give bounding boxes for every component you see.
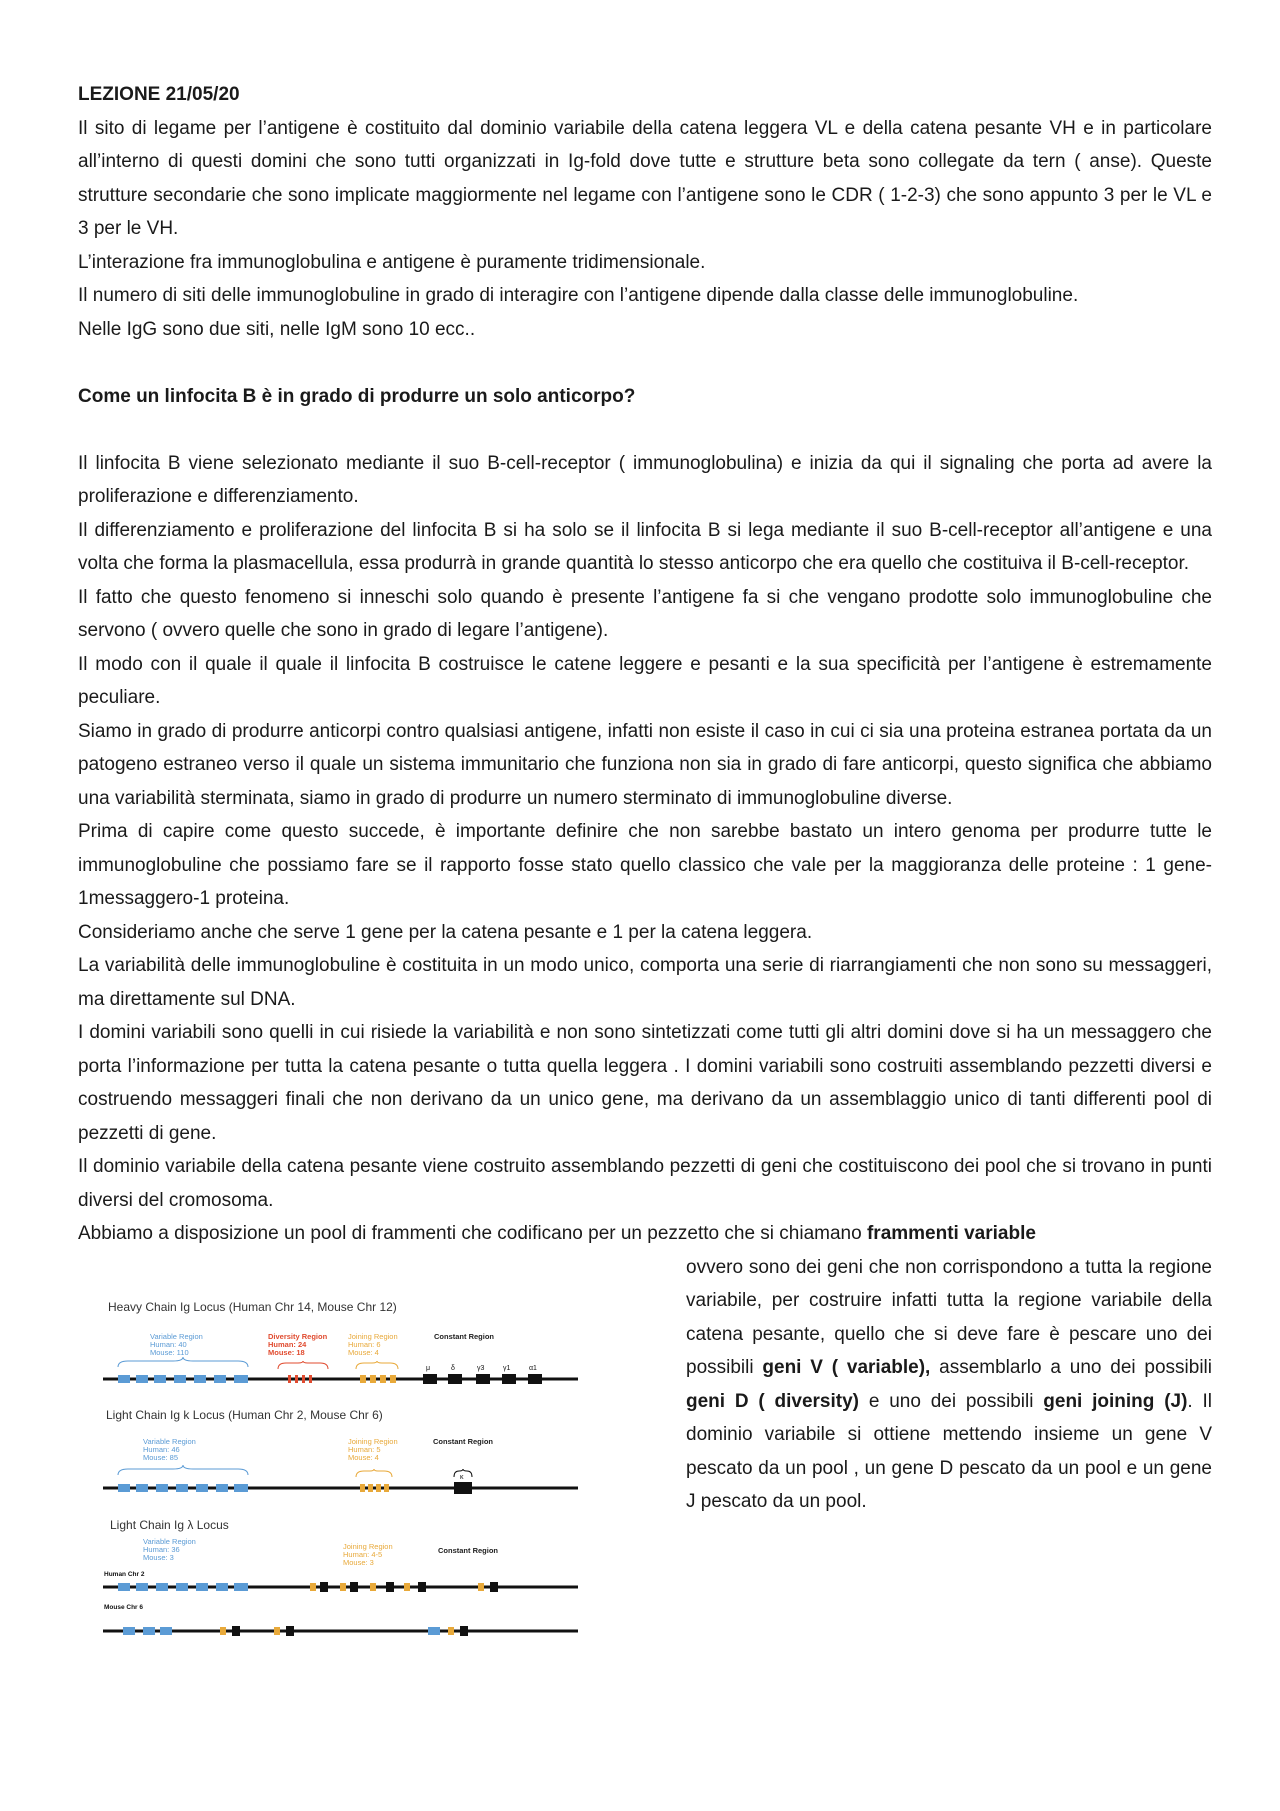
heavy-diversity-label: Diversity Region bbox=[268, 1331, 328, 1341]
section-question: Come un linfocita B è in grado di produrre un solo anticorpo? bbox=[78, 385, 636, 407]
kappa-joining-label: Joining Region bbox=[348, 1436, 398, 1446]
lambda-joining-human: Human: 4-5 bbox=[343, 1549, 383, 1559]
paragraph-antigen-trigger: Il fatto che questo fenomeno si inneschi solo quando è presente l’antigene fa si che vengano prodotte solo immunoglobuline che servono ( ovvero quelle che sono in grado di legare l’antigene). bbox=[78, 586, 1212, 641]
heavy-joining-mouse: Mouse: 4 bbox=[348, 1347, 379, 1357]
document-page bbox=[78, 78, 1213, 1611]
heavy-const-g3: γ3 bbox=[477, 1364, 485, 1372]
kappa-joining-mouse: Mouse: 4 bbox=[348, 1452, 379, 1462]
kappa-variable-mouse: Mouse: 85 bbox=[143, 1452, 179, 1462]
paragraph-gene-count: Consideriamo anche che serve 1 gene per la catena pesante e 1 per la catena leggera. bbox=[78, 921, 813, 943]
human-chr-label: Human Chr 2 bbox=[104, 1570, 145, 1578]
heavy-constant-label: Constant Region bbox=[434, 1331, 494, 1341]
paragraph-sites: Il numero di siti delle immunoglobuline in grado di interagire con l’antigene dipende dalla classe delle immunoglobuline. bbox=[78, 285, 1079, 306]
ig-locus-diagram bbox=[98, 1291, 663, 1731]
lambda-variable-label: Variable Region bbox=[143, 1536, 196, 1546]
paragraph-fragments: Abbiamo a disposizione un pool di frammenti che codificano per un pezzetto che si chiamano frammenti variable bbox=[78, 1223, 1036, 1244]
paragraph-variability: Siamo in grado di produrre anticorpi contro qualsiasi antigene, infatti non esiste il caso in cui ci sia una proteina estranea portata da un patogeno estraneo verso il quale un sistema immunitario che funziona non sia in grado di fare anticorpi, questo significa che abbiamo una variabilità sterminata, siamo in grado di produrre un numero sterminato di immunoglobuline diverse. bbox=[78, 720, 1212, 809]
heavy-const-g1: γ1 bbox=[503, 1364, 511, 1372]
paragraph-differentiation: Il differenziamento e proliferazione del linfocita B si ha solo se il linfocita B si lega mediante il suo B-cell-receptor all’antigene e una volta che forma la plasmacellula, essa produrrà in grande quantità lo stesso anticorpo che era quello che costituiva il B-cell-receptor. bbox=[78, 519, 1212, 574]
kappa-variable-human: Human: 46 bbox=[143, 1444, 180, 1454]
heavy-variable-label: Variable Region bbox=[150, 1331, 203, 1341]
lambda-joining-label: Joining Region bbox=[343, 1541, 393, 1551]
kappa-const-gene: κ bbox=[460, 1473, 464, 1481]
kappa-chain-title: Light Chain Ig k Locus (Human Chr 2, Mouse Chr 6) bbox=[106, 1407, 383, 1422]
lambda-chain-title: Light Chain Ig λ Locus bbox=[110, 1517, 229, 1532]
paragraph-binding-site: Il sito di legame per l’antigene è costituito dal dominio variabile della catena leggera VL e della catena pesante VH e in particolare all’interno di questi domini che sono tutti organizzati in Ig-fold dove tutte e strutture beta sono collegate da tern ( anse). Queste strutture secondarie che sono implicate maggiormente nel legame con l’antigene sono le CDR ( 1-2-3) che sono appunto 3 per le VL e 3 per le VH. bbox=[78, 117, 1212, 239]
heavy-const-delta: δ bbox=[451, 1364, 455, 1372]
ig-locus-figure bbox=[98, 1291, 663, 1731]
paragraph-interaction: L’interazione fra immunoglobulina e antigene è puramente tridimensionale. bbox=[78, 251, 706, 273]
lambda-variable-human: Human: 36 bbox=[143, 1544, 180, 1554]
paragraph-genome: Prima di capire come questo succede, è importante definire che non sarebbe bastato un intero genoma per produrre tutte le immunoglobuline che possiamo fare se il rapporto fosse stato quello classico che vale per la maggioranza delle proteine : 1 gene-1messaggero-1 proteina. bbox=[78, 821, 1212, 909]
lambda-variable-mouse: Mouse: 3 bbox=[143, 1552, 174, 1562]
heavy-chain-title: Heavy Chain Ig Locus (Human Chr 14, Mouse Chr 12) bbox=[108, 1299, 397, 1314]
paragraph-selection: Il linfocita B viene selezionato mediante il suo B-cell-receptor ( immunoglobulina) e inizia da qui il signaling che porta ad avere la proliferazione e differenziamento. bbox=[78, 452, 1212, 507]
mouse-chr-label: Mouse Chr 6 bbox=[104, 1603, 144, 1611]
right-column-text bbox=[686, 1251, 1212, 1519]
heavy-const-a1: α1 bbox=[529, 1364, 537, 1372]
kappa-joining-human: Human: 5 bbox=[348, 1444, 381, 1454]
paragraph-variable-domains: I domini variabili sono quelli in cui risiede la variabilità e non sono sintetizzati come tutti gli altri domini dove si ha un messaggero che porta l’informazione per tutta la catena pesante o tutta quella leggera . I domini variabili sono costruiti assemblando pezzetti diversi e costruendo messaggeri finali che non derivano da un unico gene, ma derivano da un assemblaggio unico di tanti differenti pool di pezzetti di gene. bbox=[78, 1022, 1212, 1144]
paragraph-vdj: ovvero sono dei geni che non corrispondono a tutta la regione variabile, per costruire infatti tutta la regione variabile della catena pesante, quello che si deve fare è pescare uno dei possibili geni V ( variable), assemblarlo a uno dei possibili geni D ( diversity) e uno dei possibili geni joining (J). Il dominio variabile si ottiene mettendo insieme un gene V pescato da un pool , un gene D pescato da un pool e un gene J pescato da un pool. bbox=[686, 1256, 1213, 1512]
heavy-joining-human: Human: 6 bbox=[348, 1339, 381, 1349]
lesson-title: LEZIONE 21/05/20 bbox=[78, 84, 240, 105]
lambda-joining-mouse: Mouse: 3 bbox=[343, 1557, 374, 1567]
heavy-joining-label: Joining Region bbox=[348, 1331, 398, 1341]
paragraph-igg-igm: Nelle IgG sono due siti, nelle IgM sono 10 ecc.. bbox=[78, 318, 476, 340]
heavy-variable-human: Human: 40 bbox=[150, 1339, 187, 1349]
heavy-diversity-mouse: Mouse: 18 bbox=[268, 1347, 305, 1357]
heavy-const-mu: μ bbox=[426, 1364, 431, 1372]
heavy-diversity-human: Human: 24 bbox=[268, 1339, 307, 1349]
heavy-variable-mouse: Mouse: 110 bbox=[150, 1347, 189, 1357]
paragraph-rearrangement: La variabilità delle immunoglobuline è costituita in un modo unico, comporta una serie di riarrangiamenti che non sono su messaggeri, ma direttamente sul DNA. bbox=[78, 955, 1212, 1010]
paragraph-peculiar: Il modo con il quale il quale il linfocita B costruisce le catene leggere e pesanti e la sua specificità per l’antigene è estremamente peculiare. bbox=[78, 653, 1212, 708]
lambda-constant-label: Constant Region bbox=[438, 1545, 498, 1555]
kappa-variable-label: Variable Region bbox=[143, 1436, 196, 1446]
paragraph-heavy-chain: Il dominio variabile della catena pesante viene costruito assemblando pezzetti di geni che costituiscono dei pool che si trovano in punti diversi del cromosoma. bbox=[78, 1156, 1212, 1211]
kappa-constant-label: Constant Region bbox=[433, 1436, 493, 1446]
